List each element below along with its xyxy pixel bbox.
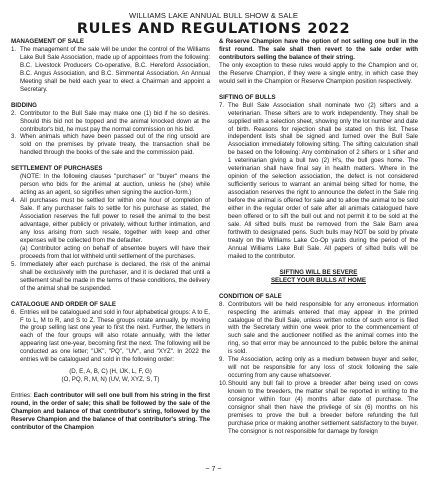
sale-order-groups-1: (D, E, A, B, C) (H, IJK, L, F, G) bbox=[69, 368, 152, 376]
rule-8 bbox=[219, 301, 418, 357]
right-column bbox=[219, 38, 418, 436]
rule-text: The Association, acting only as a medium between buyer and seller, will not be responsible for any loss of stock following the sale occurring from any cause whatsoever. bbox=[228, 356, 418, 380]
rule-text: Contributor to the Bull Sale may make one (1) bid if he so desires. Should this bid not be topped and the animal knocked down at the contributor's bid, he must pay the normal commission on his bid. bbox=[20, 109, 210, 133]
section-heading-sifting: SIFTING OF BULLS bbox=[219, 93, 276, 101]
sifting-warning-2: SELECT YOUR BULLS AT HOME bbox=[270, 276, 367, 284]
rule-text: Immediately after each purchase is declared, the risk of the animal shall be exclusively with the purchaser, and it is declared that until a settlement shall be made in the terms of these conditions, the delivery of the animal shall be suspended. bbox=[20, 260, 210, 292]
sale-order-groups-2: (O, PQ, R, M, N) (UV, W, XYZ, S, T) bbox=[61, 376, 160, 384]
rule-number: 9. bbox=[219, 356, 225, 364]
rule-text: Should any bull fail to prove a breeder after being used on cows known to the breeders, the matter shall be reported in writing to the consignor within four (4) months after date of purchase. The consignor shall then have the privilege of six (6) months on his premises to prove the bull a breeder before refunding the full purchase price or making another settlement satisfactory to the buyer. The consignor is not responsible for damage by foreign bbox=[228, 380, 418, 435]
rule-text: The management of the sale will be under the control of the Williams Lake Bull Sale Association, made up of appointees from the following: B.C. Livestock Producers Co-operative, B.C. Hereford Association, B.C. Angus Association, and B.C. Simmental Association. An Annual Meeting shall be held each year to elect a Chairman and appoint a Secretary. bbox=[20, 45, 210, 93]
settlement-note: (NOTE: In the following clauses "purchaser" or "buyer" means the person who bids for the animal at auction, unless he (she) while acting as an agent, so signifies when signing the auction-form.) bbox=[20, 173, 210, 197]
rule-3 bbox=[11, 133, 210, 157]
section-heading-settlement: SETTLEMENT OF PURCHASES bbox=[11, 165, 103, 173]
rule-10 bbox=[219, 380, 418, 436]
rule-number: 1. bbox=[11, 45, 17, 53]
rule-4 bbox=[11, 197, 210, 261]
entries-bold-text: Each contributor will sell one bull from his string in the first round, in the order of sale; this shall be followed by the sale of the Champion and balance of that contributor's string, followed by the Reserve Champion and the balance of that contributor's string. The contributor of the Champion bbox=[11, 392, 210, 431]
rule-9 bbox=[219, 356, 418, 380]
entries-label: Entries: bbox=[11, 392, 34, 400]
rule-number: 6. bbox=[11, 308, 17, 316]
rule-text: Entries will be catalogued and sold in four alphabetical groups: A to E, F to L, M to R, and S to Z. These groups rotate annually, by moving the group selling last one year to first the next. Further, the letters in each of the four groups will also rotate annually, with the letter appearing last one-year, becoming first the next. The following will be conducted as one letter; "IJK", "PQ", "UV", and "XYZ". In 2022 the entries will be catalogued and sold in the following order: bbox=[20, 308, 210, 364]
page-title: RULES AND REGULATIONS 2022 bbox=[76, 21, 351, 37]
rule-number: 7. bbox=[219, 101, 225, 109]
rule-text: The Bull Sale Association shall nominate two (2) sifters and a veterinarian. These sifters are to work independently. They shall be supplied with a selection sheet, showing only the lot number and date of birth. Reasons for rejection shall be stated on this list. These independent lists shall be signed and turned over the Bull Sale Association immediately following sifting. The sifting calculation shall be based on the following: Any combination of 2 sifters or 1 sifter and 1 veterinarian giving a bull two (2) H's, the bull goes home. The veterinarian shall have final say in health matters. Where in the opinion of the selection association, the defect is not considered sufficiently serious to warrant an animal being sifted for home, the association reserves the right to announce the defect in the Sale ring before the animal is offered for sale and to allow the animal to be sold either in the regular order of sale after all animals catalogued have been offered or to sift the bull out and not permit it to be sold at the sale. All sifted bulls must be removed from the Sale Barn area forthwith to designated pens. Such bulls may NOT be sold by private treaty on the Williams Lake Co-Op yards during the period of the Annual Williams Lake Bull Sale. All papers of sifted bulls will be mailed to the contributor. bbox=[228, 101, 418, 260]
exception-paragraph: The only exception to these rules would apply to the Champion and or, the Reserve Champion, if they were a single entry, in which case they would sell in the Champion or Reserve Champion position respectively. bbox=[219, 61, 418, 85]
rule-4-main: All purchases must be settled for within one hour of completion of Sale. If any purchaser fails to settle for his purchase as stated, the Association reserves the full power to resell the animal to the best advantage, either publicly or privately, without further intimation, and any loss arising from such resale, together with keep and other expenses will be collected from the defaulter. bbox=[20, 197, 210, 244]
rule-text: When animals which have been passed out of the ring unsold are sold on the premises by private treaty, the transaction shall be handled through the books of the sale and the commission paid. bbox=[20, 133, 210, 157]
rule-text bbox=[20, 197, 210, 261]
rule-6 bbox=[11, 309, 210, 365]
sifting-warning-1: SIFTING WILL BE SEVERE bbox=[279, 268, 358, 276]
rule-5 bbox=[11, 261, 210, 293]
section-heading-management: MANAGEMENT OF SALE bbox=[11, 38, 85, 45]
rule-4-subclause: (a) Contributor acting on behalf of absentee buyers will have their proceeds from that lot withheld until settlement of the purchases. bbox=[20, 244, 210, 260]
continued-paragraph: & Reserve Champion have the option of not selling one bull in the first round. The sale shall then revert to the sale order with contributors selling the balance of their string. bbox=[219, 38, 418, 61]
rule-number: 5. bbox=[11, 260, 17, 268]
entries-paragraph bbox=[11, 392, 210, 432]
rule-number: 3. bbox=[11, 133, 17, 141]
left-column bbox=[11, 38, 210, 432]
rule-7 bbox=[219, 102, 418, 261]
rule-number: 2. bbox=[11, 109, 17, 117]
rule-2 bbox=[11, 110, 210, 134]
section-heading-bidding: BIDDING bbox=[11, 101, 37, 109]
section-heading-condition: CONDITION OF SALE bbox=[219, 292, 282, 300]
rule-text: Contributors will be held responsible for any erroneous information respecting the animals entered that may appear in the printed catalogue of the Bull Sale, unless written notice of such error is filed with the Secretary within one week prior to the commencement of such sale and the auctioneer notified as the animal comes into the ring, so that error may be announced to the public before the animal is sold. bbox=[228, 300, 418, 356]
section-heading-catalogue: CATALOGUE AND ORDER OF SALE bbox=[11, 300, 116, 308]
rule-1 bbox=[11, 46, 210, 94]
rule-number: 10. bbox=[219, 380, 228, 388]
page-header: WILLIAMS LAKE ANNUAL BULL SHOW & SALE bbox=[129, 11, 298, 20]
rule-number: 8. bbox=[219, 300, 225, 308]
page-number: ~ 7 ~ bbox=[205, 466, 222, 473]
rule-number: 4. bbox=[11, 197, 17, 205]
